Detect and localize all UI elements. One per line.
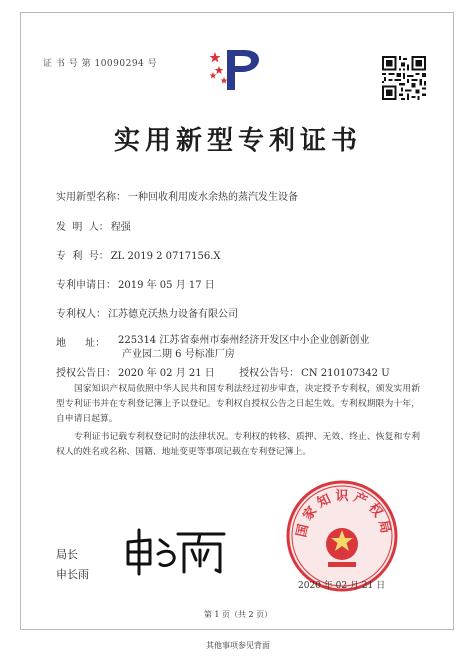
patentee-value: 江苏德克沃热力设备有限公司 — [108, 309, 238, 320]
utility-model-name-label: 实用新型名称： — [56, 192, 126, 203]
official-seal-image — [284, 478, 400, 594]
certificate-number — [43, 56, 157, 69]
statement-paragraph-1: 国家知识产权局依照中华人民共和国专利法经过初步审查，决定授予专利权，颁发实用新型专利证书并在专利登记簿上予以登记。专利权自授权公告之日起生效。专利权期限为十年，自申请日起算。 — [56, 384, 420, 424]
seal-date: 2020 年 02 月 21 日 — [298, 581, 386, 591]
address-line-1: 225314 江苏省泰州市泰州经济开发区中小企业创新创业 — [118, 335, 370, 346]
director-name: 申长雨 — [56, 568, 89, 581]
patent-number-label: 专 利 号： — [56, 251, 109, 262]
filing-date-row — [56, 276, 215, 291]
statement-paragraph-2: 专利证书记载专利权登记时的法律状况。专利权的转移、质押、无效、终止、恢复和专利权人的姓名或名称、国籍、地址变更等事项记载在专利登记簿上。 — [56, 432, 420, 457]
inventor-value: 程强 — [110, 222, 131, 233]
cert-no-label: 证 书 号 第 — [43, 59, 92, 69]
inventor-label: 发 明 人： — [56, 222, 109, 233]
grant-date-value: 2020 年 02 月 21 日 — [118, 368, 215, 379]
qr-code-icon — [382, 56, 426, 100]
footer-note: 其他事项参见背面 — [206, 641, 270, 650]
cnipa-logo-icon — [205, 40, 265, 100]
filing-date-label: 专利申请日： — [56, 280, 116, 291]
patent-number-row — [56, 247, 221, 262]
inventor-row — [56, 218, 131, 233]
cert-no-suffix: 号 — [147, 59, 158, 69]
utility-model-name-value: 一种回收利用废水余热的蒸汽发生设备 — [128, 192, 298, 203]
filing-date-value: 2019 年 05 月 17 日 — [118, 280, 215, 291]
utility-model-name-row — [56, 188, 298, 203]
page-number: 第 1 页（共 2 页） — [203, 610, 273, 619]
address-label: 地 址： — [56, 338, 106, 349]
certificate-title: 实用新型专利证书 — [113, 126, 362, 156]
grant-row — [56, 364, 390, 379]
patent-number-value: ZL 2019 2 0717156.X — [110, 251, 221, 262]
signature-labels — [56, 545, 89, 585]
grant-date-label: 授权公告日： — [56, 368, 116, 379]
cert-no-value: 10090294 — [94, 59, 145, 69]
director-title: 局长 — [56, 548, 78, 561]
grant-number-value: CN 210107342 U — [301, 368, 390, 379]
handwritten-signature-image — [120, 520, 230, 580]
seal-text: 国家知识产权局 — [294, 489, 394, 539]
patentee-row — [56, 305, 238, 320]
patentee-label: 专利权人： — [56, 309, 106, 320]
grant-number-label: 授权公告号： — [239, 368, 300, 379]
address-value — [118, 334, 418, 362]
address-line-2: 产业园二期 6 号标准厂房 — [122, 349, 235, 360]
